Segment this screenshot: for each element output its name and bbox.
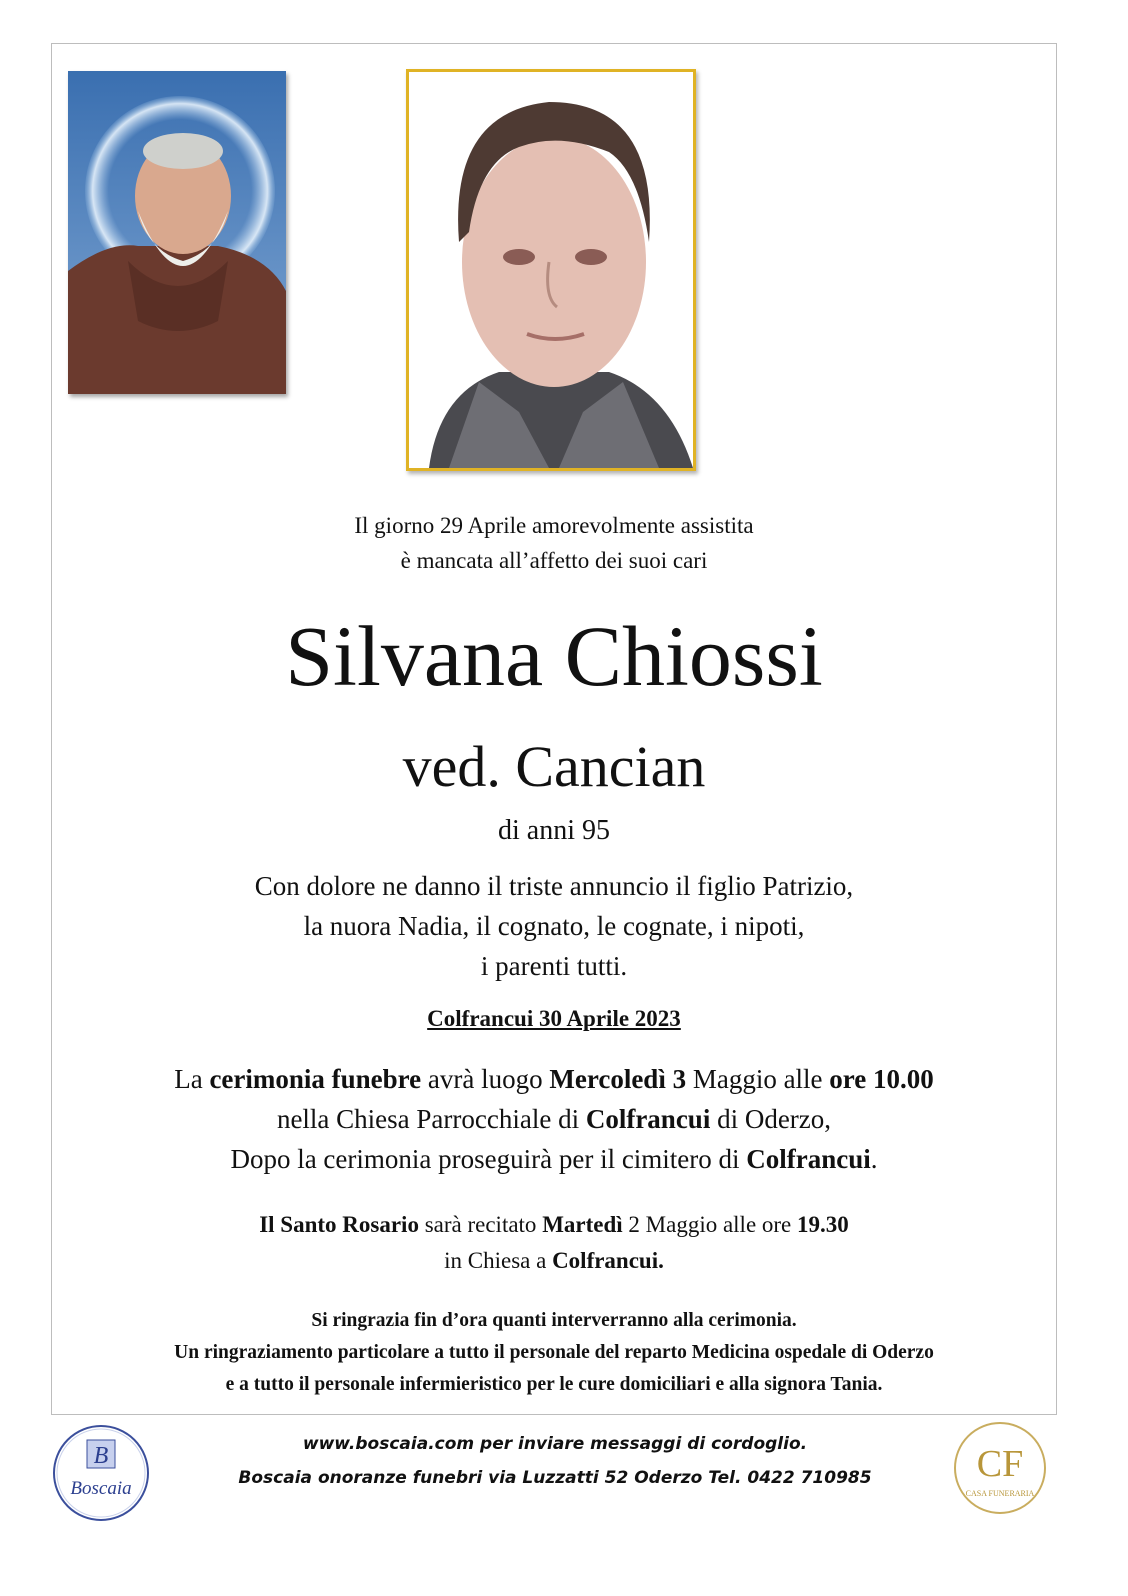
text: Mercoledì 3 [549,1064,687,1094]
thanks-line: Un ringraziamento particolare a tutto il personale del reparto Medicina ospedale di Oderzo [174,1342,934,1363]
text: ore 10.00 [829,1064,934,1094]
announcement [51,866,1057,986]
dateline: Colfrancui 30 Aprile 2023 [427,1006,681,1031]
text: nella Chiesa Parrocchiale di [276,1104,586,1134]
text: Colfrancui. [552,1248,664,1273]
thanks-line: Si ringrazia fin d’ora quanti interverranno alla cerimonia. [311,1310,797,1331]
text: in Chiesa a [444,1248,553,1273]
rosary-line [51,1207,1057,1243]
announcement-line: Con dolore ne danno il triste annuncio il figlio Patrizio, [254,871,854,901]
text: avrà luogo [421,1064,550,1094]
footer-website: www.boscaia.com per inviare messaggi di cordoglio. [302,1434,808,1454]
ceremony-line [51,1099,1057,1139]
announcement-line: la nuora Nadia, il cognato, le cognate, i nipoti, [303,911,805,941]
boscaia-wordmark: Boscaia [70,1478,132,1499]
saint-image [68,71,286,394]
text: di Oderzo, [710,1104,832,1134]
thanks-text [51,1305,1057,1401]
footer-address: Boscaia onoranze funebri via Luzzatti 52 Oderzo Tel. 0422 710985 [238,1468,872,1488]
intro-text [51,508,1057,578]
thanks-line: e a tutto il personale infermieristico per le cure domiciliari e alla signora Tania. [225,1374,883,1395]
ceremony-line [51,1059,1057,1099]
rosary-info [51,1207,1057,1279]
text: Dopo la cerimonia proseguirà per il cimitero di [230,1144,747,1174]
text: Colfrancui [746,1144,871,1174]
text: Martedì [542,1212,623,1237]
cf-wordmark: CASA FUNERARIA [965,1489,1035,1498]
text: cerimonia funebre [209,1064,422,1094]
text: Maggio alle [686,1064,830,1094]
boscaia-monogram: B [93,1443,109,1469]
boscaia-logo [52,1424,150,1522]
text: La [174,1064,210,1094]
intro-line: Il giorno 29 Aprile amorevolmente assistita [354,513,754,538]
text: Il Santo Rosario [259,1212,419,1237]
ceremony-info [51,1059,1057,1179]
text: 2 Maggio alle ore [622,1212,798,1237]
cf-monogram: CF [976,1443,1024,1485]
rosary-line [51,1243,1057,1279]
text: sarà recitato [418,1212,543,1237]
age: di anni 95 [498,815,610,846]
text: 19.30 [797,1212,849,1237]
intro-line: è mancata all’affetto dei suoi cari [400,548,708,573]
widow-of: ved. Cancian [402,734,706,799]
ceremony-line [51,1139,1057,1179]
text: . [870,1144,878,1174]
casa-funeraria-logo [952,1420,1048,1516]
deceased-portrait [406,69,696,471]
deceased-name: Silvana Chiossi [285,608,823,704]
announcement-line: i parenti tutti. [480,951,628,981]
text: Colfrancui [585,1104,711,1134]
